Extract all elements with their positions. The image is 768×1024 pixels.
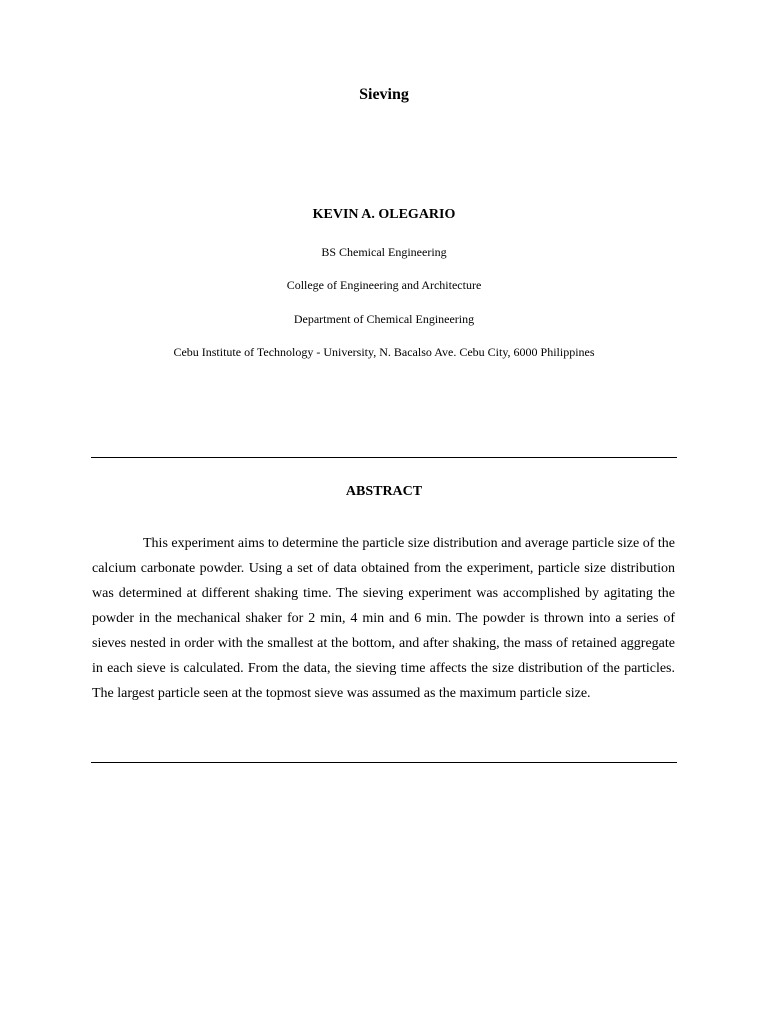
abstract-top-rule [91,457,677,458]
affiliation-program: BS Chemical Engineering [321,245,447,259]
affiliation-institution: Cebu Institute of Technology - University, N. Bacalso Ave. Cebu City, 6000 Philippines [173,345,595,359]
abstract-heading: ABSTRACT [345,484,423,499]
affiliation-college: College of Engineering and Architecture [286,278,482,292]
abstract-body: This experiment aims to determine the particle size distribution and average particle size of the calcium carbonate powder. Using a set of data obtained from the experiment, particle size distribution was determined at different shaking time. The sieving experiment was accomplished by agitating the powder in the mechanical shaker for 2 min, 4 min and 6 min. The powder is thrown into a series of sieves nested in order with the smallest at the bottom, and after shaking, the mass of retained aggregate in each sieve is calculated. From the data, the sieving time affects the size distribution of the particles. The largest particle seen at the topmost sieve was assumed as the maximum particle size. [92,536,675,701]
paper-title: Sieving [359,86,409,103]
author-name: KEVIN A. OLEGARIO [312,207,456,222]
abstract-bottom-rule [91,762,677,763]
affiliation-department: Department of Chemical Engineering [293,312,475,326]
